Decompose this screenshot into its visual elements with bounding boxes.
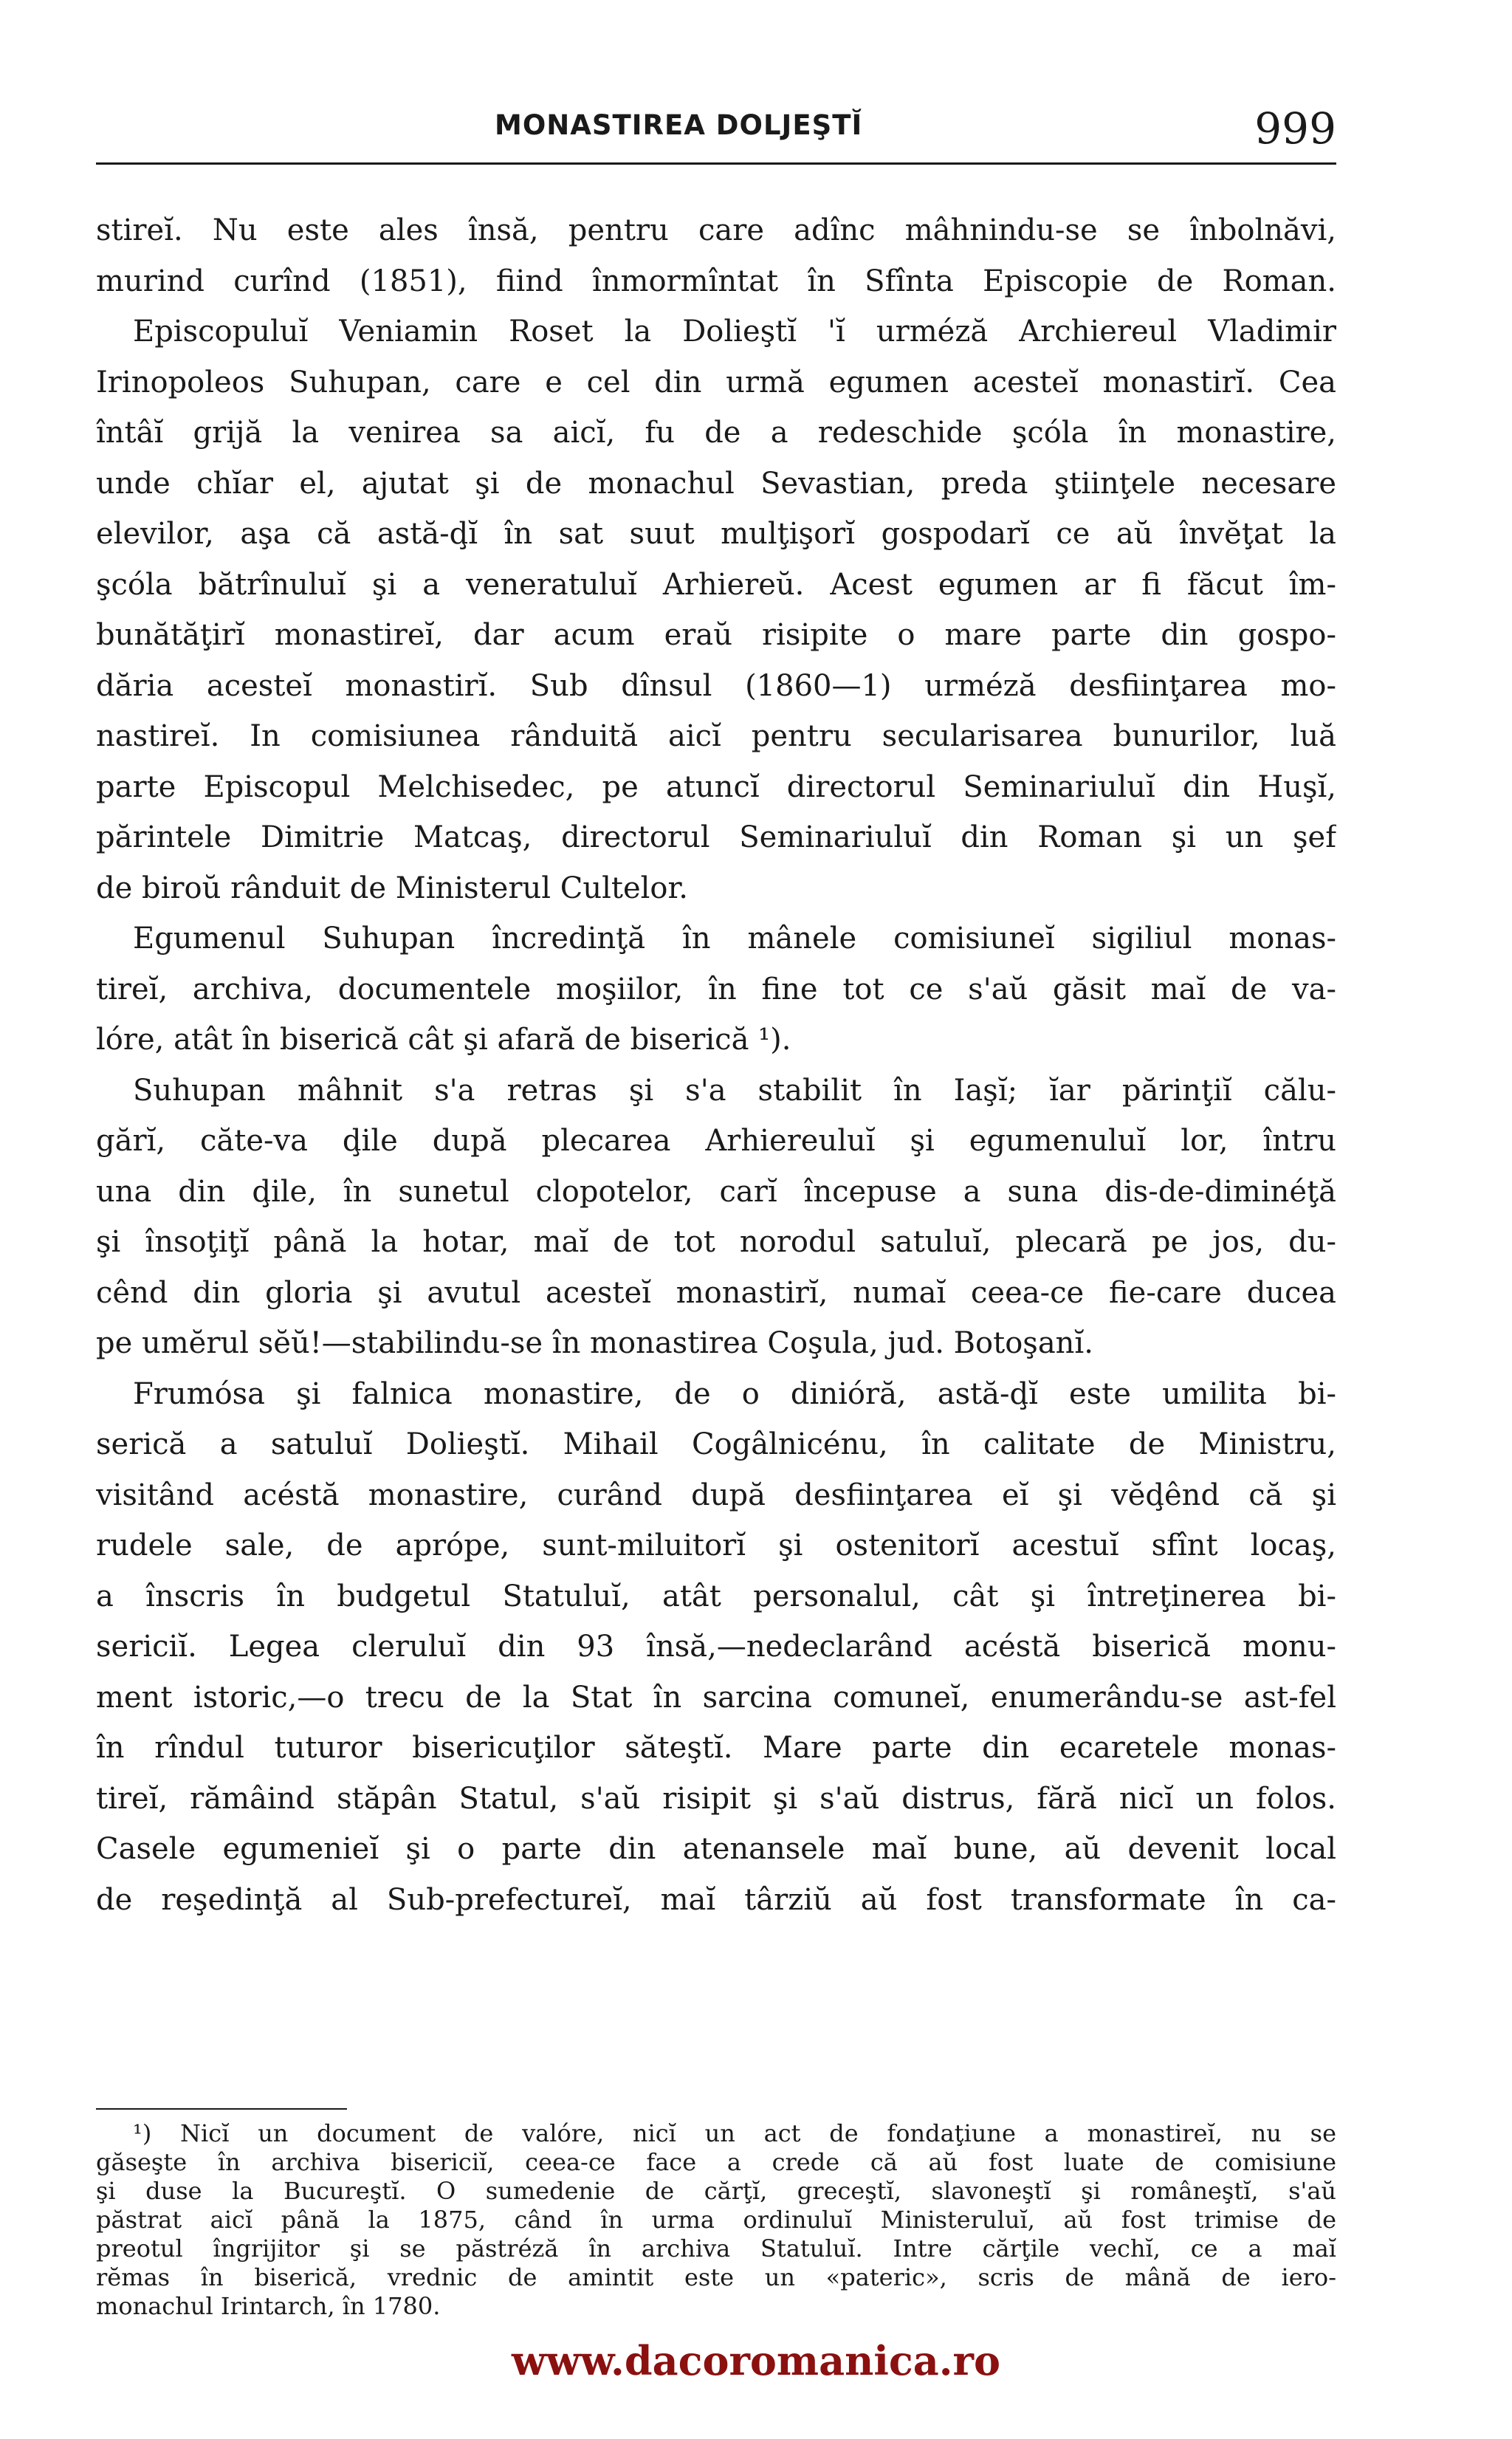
text-line: Suhupan mâhnit s'a retras şi s'a stabilit în Iaşĭ; ĭar părinţiĭ călu- <box>133 1073 1336 1108</box>
watermark-url: www.dacoromanica.ro <box>512 2337 1000 2384</box>
footnote-line: păstrat aicĭ până la 1875, când în urma ordinuluĭ Ministeruluĭ, aŭ fost trimise de <box>96 2206 1336 2234</box>
text-line: bunătăţirĭ monastireĭ, dar acum eraŭ risipite o mare parte din gospo- <box>96 618 1336 652</box>
footnote-line: monachul Irintarch, în 1780. <box>96 2292 441 2320</box>
footnote-line: preotul îngrijitor şi se păstréză în archiva Statuluĭ. Intre cărţile vechĭ, ce a maĭ <box>96 2234 1336 2263</box>
text-line: elevilor, aşa că astă-ḑĭ în sat suut mulţişorĭ gospodarĭ ce aŭ învĕţat la <box>96 517 1336 551</box>
text-line: stireĭ. Nu este ales însă, pentru care adînc mâhnindu-se se înbolnăvi, <box>96 213 1336 247</box>
text-line: lóre, atât în biserică cât şi afară de biserică ¹). <box>96 1023 791 1057</box>
footnote-line: rĕmas în biserică, vrednic de amintit este un «pateric», scris de mână de iero- <box>96 2263 1336 2291</box>
footnotes <box>96 2119 1336 2321</box>
text-line: unde chĭar el, ajutat şi de monachul Sevastian, preda ştiinţele necesare <box>96 466 1336 501</box>
text-line: cênd din gloria şi avutul acesteĭ monastirĭ, numaĭ ceea-ce fie-care ducea <box>96 1275 1336 1310</box>
text-line: murind curînd (1851), fiind înmormîntat în Sfînta Episcopie de Roman. <box>96 264 1336 298</box>
text-line: pe umĕrul sĕŭ!—stabilindu-se în monastirea Coşula, jud. Botoşanĭ. <box>96 1326 1093 1360</box>
text-line: serică a satuluĭ Dolieştĭ. Mihail Cogâlnicénu, în calitate de Ministru, <box>96 1427 1336 1461</box>
text-line: Frumósa şi falnica monastire, de o dinióră, astă-ḑĭ este umilita bi- <box>133 1376 1336 1411</box>
text-line: Casele egumenieĭ şi o parte din atenansele maĭ bune, aŭ devenit local <box>96 1832 1336 1866</box>
text-line: Irinopoleos Suhupan, care e cel din urmă egumen acesteĭ monastirĭ. Cea <box>96 365 1336 399</box>
text-line: Egumenul Suhupan încredinţă în mânele comisiuneĭ sigiliul monas- <box>133 922 1336 956</box>
text-line: nastireĭ. In comisiunea rânduită aicĭ pentru secularisarea bunurilor, luă <box>96 719 1336 753</box>
book-page <box>96 0 1336 2439</box>
footnote-line: şi duse la Bucureştĭ. O sumedenie de cărţĭ, greceştĭ, slavoneştĭ şi româneştĭ, s'aŭ <box>96 2177 1336 2205</box>
text-line: tireĭ, archiva, documentele moşiilor, în fine tot ce s'aŭ găsit maĭ de va- <box>96 972 1336 1006</box>
text-line: întâĭ grijă la venirea sa aicĭ, fu de a redeschide şcóla în monastire, <box>96 416 1336 450</box>
text-line: gărĭ, căte-va ḑile după plecarea Arhiereuluĭ şi egumenuluĭ lor, întru <box>96 1124 1336 1158</box>
body-text <box>96 205 1336 1925</box>
text-line: tireĭ, rămâind stăpân Statul, s'aŭ risipit şi s'aŭ distrus, fără nicĭ un folos. <box>96 1781 1336 1816</box>
text-line: şi însoţiţĭ până la hotar, maĭ de tot norodul satuluĭ, plecară pe jos, du- <box>96 1225 1336 1259</box>
text-line: ment istoric,—o trecu de la Stat în sarcina comuneĭ, enumerându-se ast-fel <box>96 1680 1336 1715</box>
text-line: de reşedinţă al Sub-prefectureĭ, maĭ târziŭ aŭ fost transformate în ca- <box>96 1882 1336 1917</box>
text-line: Episcopuluĭ Veniamin Roset la Dolieştĭ 'ĭ urméză Archiereul Vladimir <box>133 315 1336 349</box>
text-line: una din ḑile, în sunetul clopotelor, carĭ începuse a suna dis-de-diminéţă <box>96 1174 1336 1209</box>
text-line: părintele Dimitrie Matcaş, directorul Seminariuluĭ din Roman şi un şef <box>96 820 1336 854</box>
text-line: sericiĭ. Legea cleruluĭ din 93 însă,—nedeclarând acéstă biserică monu- <box>96 1630 1336 1664</box>
text-line: rudele sale, de aprópe, sunt-miluitorĭ şi ostenitorĭ acestuĭ sfînt locaş, <box>96 1529 1336 1562</box>
text-line: în rîndul tuturor bisericuţilor săteştĭ. Mare parte din ecaretele monas- <box>96 1731 1336 1765</box>
page-header <box>96 103 1336 165</box>
text-line: a înscris în budgetul Statuluĭ, atât personalul, cât şi întreţinerea bi- <box>96 1579 1336 1613</box>
text-line: visitând acéstă monastire, curând după desfiinţarea eĭ şi vĕḑênd că şi <box>96 1478 1336 1512</box>
text-line: parte Episcopul Melchisedec, pe atuncĭ directorul Seminariuluĭ din Huşĭ, <box>96 769 1336 804</box>
footnote-divider <box>96 2108 347 2110</box>
text-line: dăria acesteĭ monastirĭ. Sub dînsul (1860—1) urméză desfiinţarea mo- <box>96 668 1336 703</box>
footnote-line: găseşte în archiva bisericiĭ, ceea-ce face a crede că aŭ fost luate de comisiune <box>96 2148 1336 2176</box>
running-title: MONASTIREA DOLJEŞTĬ <box>495 109 863 141</box>
text-line: de biroŭ rânduit de Ministerul Cultelor. <box>96 871 688 905</box>
page-number: 999 <box>1254 103 1336 154</box>
footnote-line: ¹) Nicĭ un document de valóre, nicĭ un act de fondaţiune a monastireĭ, nu se <box>133 2119 1336 2147</box>
text-line: şcóla bătrînuluĭ şi a veneratuluĭ Arhiereŭ. Acest egumen ar fi făcut îm- <box>96 567 1336 602</box>
